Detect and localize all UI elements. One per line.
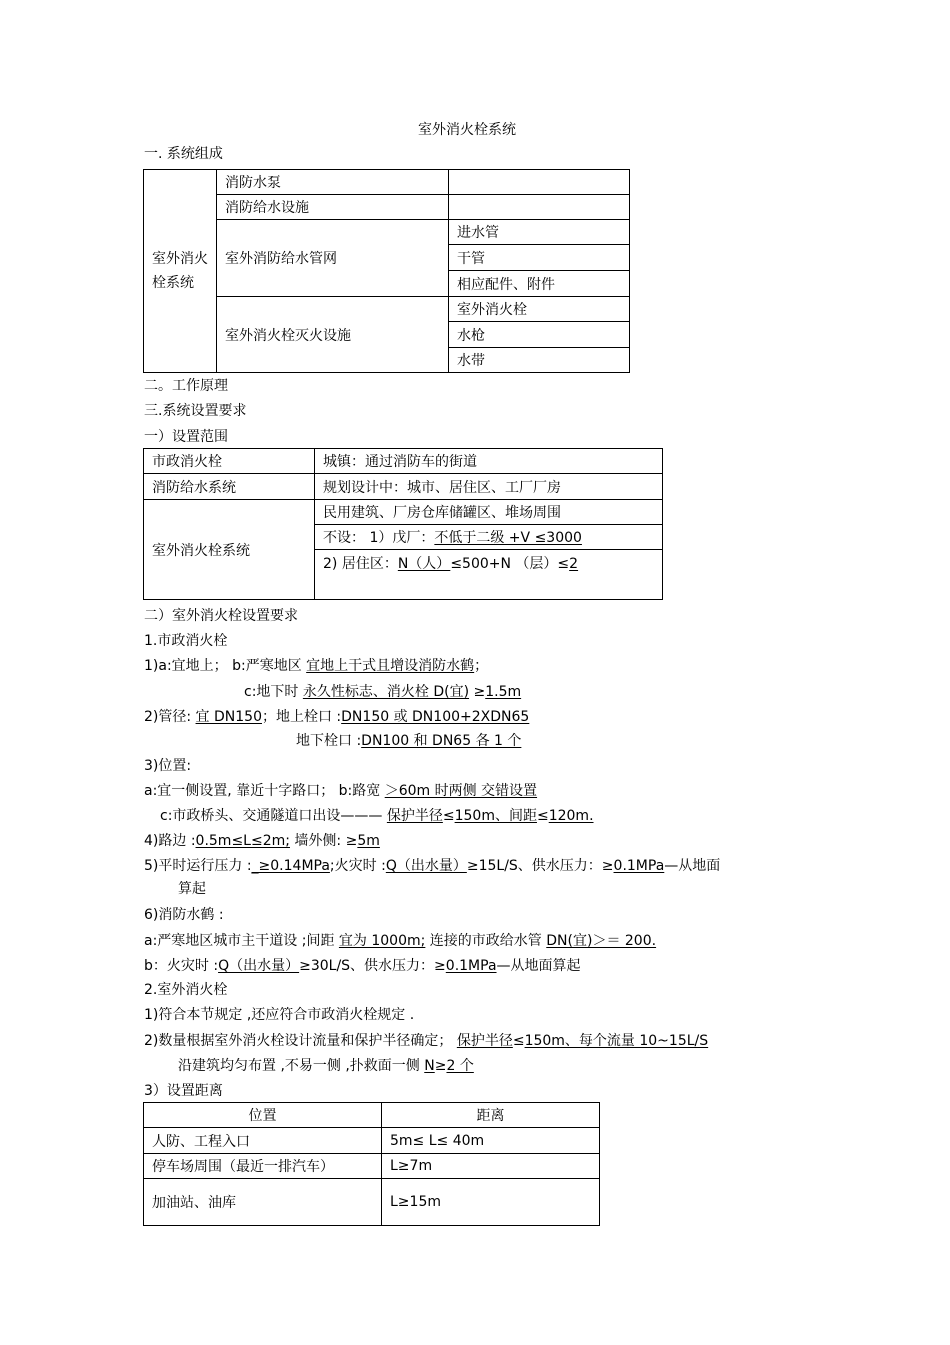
text-line (144, 657, 488, 675)
underlined-text: 0.5m≤L≤2m; (195, 833, 290, 849)
facility-item-cell: 水枪 (449, 322, 630, 348)
text: ≥15L/S、供水压力：≥ (466, 858, 614, 874)
text-line (144, 1032, 708, 1050)
header-cell: 距离 (382, 1103, 600, 1128)
scope-label-cell: 市政消火栓 (144, 449, 315, 474)
system-name-cell: 室外消火栓系统 (144, 170, 217, 373)
distance-cell: L≥15m (382, 1179, 600, 1226)
text: ≤500+N （层）≤ (450, 556, 570, 572)
text-line: 6)消防水鹤 : (144, 907, 224, 923)
text-line (296, 732, 521, 750)
page-title: 室外消火栓系统 (418, 122, 516, 138)
supply-cell: 消防给水设施 (217, 195, 449, 220)
underlined-text: 0.1MPa (613, 858, 665, 874)
scope-value-cell: 城镇：通过消防车的街道 (315, 449, 663, 474)
text: 2) 居住区： (323, 556, 398, 572)
network-item-cell: 干管 (449, 245, 630, 271)
underlined-text: DN(宜)＞＝ 200. (546, 933, 657, 949)
text: 2)管径: (144, 709, 196, 725)
underlined-text: 2 个 (446, 1058, 474, 1074)
text: —从地面 (664, 858, 721, 874)
text-line (178, 1057, 474, 1075)
text: ;火灾时 : (329, 858, 386, 874)
text: 连接的市政给水管 (425, 933, 547, 949)
underlined-text: N (424, 1058, 435, 1074)
text: ≤ (512, 1033, 525, 1049)
setting-scope-table (143, 448, 663, 600)
empty-cell (449, 195, 630, 220)
paragraph-heading: 3）设置距离 (144, 1083, 223, 1099)
underlined-text: 150m、间距 (454, 808, 537, 824)
underlined-text: ＞60m 时两侧 交错设置 (384, 783, 538, 799)
scope-label-cell: 室外消火栓系统 (144, 500, 315, 600)
scope-value-cell (315, 550, 663, 600)
text: 5)平时运行压力 : (144, 858, 252, 874)
network-item-cell: 相应配件、附件 (449, 271, 630, 297)
scope-value-cell: 民用建筑、厂房仓库储罐区、堆场周围 (315, 500, 663, 525)
underlined-text: Q（出水量） (385, 858, 467, 874)
header-cell: 位置 (144, 1103, 382, 1128)
underlined-text: 5m (357, 833, 380, 849)
text: 地下栓口 : (296, 733, 362, 749)
setting-distance-table (143, 1102, 600, 1226)
section-heading: 二。工作原理 (144, 378, 228, 394)
location-cell: 加油站、油库 (144, 1179, 382, 1226)
text-line (244, 683, 521, 701)
text: b：火灾时 : (144, 958, 219, 974)
text: 不设： 1）戊厂： (323, 530, 435, 546)
text: ≤ (536, 808, 549, 824)
distance-cell: 5m≤ L≤ 40m (382, 1128, 600, 1154)
text-line (144, 932, 656, 950)
text-line (160, 807, 594, 825)
underlined-text: DN100 和 DN65 各 1 个 (361, 733, 522, 749)
text: a:宜一侧设置, 靠近十字路口； b:路宽 (144, 783, 385, 799)
text-line: 3)位置: (144, 758, 192, 774)
paragraph-heading: 1.市政消火栓 (144, 633, 228, 649)
location-cell: 停车场周围（最近一排汽车） (144, 1154, 382, 1179)
scope-value-cell (315, 525, 663, 550)
text-line (144, 832, 380, 850)
scope-label-cell: 消防给水系统 (144, 474, 315, 500)
underlined-text: 不低于二级 +V ≤3000 (434, 530, 582, 546)
distance-cell: L≥7m (382, 1154, 600, 1179)
pump-cell: 消防水泵 (217, 170, 449, 195)
text: 2)数量根据室外消火栓设计流量和保护半径确定； (144, 1033, 457, 1049)
text: ≤ (442, 808, 455, 824)
facility-cell: 室外消火栓灭火设施 (217, 297, 449, 373)
text-line: 1)符合本节规定 ,还应符合市政消火栓规定 . (144, 1007, 415, 1023)
empty-cell (449, 170, 630, 195)
text-line (144, 957, 581, 975)
text: ； (474, 658, 489, 674)
underlined-text: 150m、每个流量 10~15L/S (524, 1033, 709, 1049)
underlined-text: DN150 或 DN100+2XDN65 (341, 709, 530, 725)
network-item-cell: 进水管 (449, 220, 630, 245)
text-line (144, 782, 537, 800)
scope-value-cell: 规划设计中：城市、居住区、工厂厂房 (315, 474, 663, 500)
text: —从地面算起 (496, 958, 581, 974)
text: c:市政桥头、交通隧道口出设——— (160, 808, 387, 824)
facility-item-cell: 水带 (449, 348, 630, 373)
location-cell: 人防、工程入口 (144, 1128, 382, 1154)
text-line (144, 708, 529, 726)
section-heading: 三.系统设置要求 (144, 403, 247, 419)
underlined-text: 永久性标志、消火栓 D(宜) (302, 684, 470, 700)
text: c:地下时 (244, 684, 303, 700)
network-cell: 室外消防给水管网 (217, 220, 449, 297)
text: ≥30L/S、供水压力：≥ (299, 958, 446, 974)
underlined-text: 保护半径 (386, 808, 443, 824)
text: ；地上栓口 : (261, 709, 342, 725)
underlined-text: _≥0.14MPa (251, 858, 330, 874)
underlined-text: 120m. (548, 808, 594, 824)
underlined-text: 宜地上干式且增设消防水鹤 (306, 658, 475, 674)
text: a:严寒地区城市主干道设 ;间距 (144, 933, 339, 949)
underlined-text: 2 (569, 556, 579, 572)
text: 4)路边 : (144, 833, 196, 849)
paragraph-heading: 2.室外消火栓 (144, 982, 228, 998)
text: 墙外侧: ≥ (289, 833, 358, 849)
underlined-text: Q（出水量） (218, 958, 300, 974)
text: 1)a:宜地上； b:严寒地区 (144, 658, 307, 674)
text-line (144, 857, 720, 875)
underlined-text: 0.1MPa (445, 958, 497, 974)
underlined-text: 宜 DN150 (195, 709, 262, 725)
subsection-heading: 一）设置范围 (144, 429, 228, 445)
section-heading: 一. 系统组成 (144, 146, 223, 162)
system-composition-table (143, 169, 630, 373)
underlined-text: 1.5m (485, 684, 522, 700)
text: ≥ (469, 684, 486, 700)
text: ≥ (434, 1058, 447, 1074)
text: 沿建筑均匀布置 ,不易一侧 ,扑救面一侧 (178, 1058, 425, 1074)
subsection-heading: 二）室外消火栓设置要求 (144, 608, 298, 624)
underlined-text: 宜为 1000m; (338, 933, 426, 949)
underlined-text: 保护半径 (456, 1033, 513, 1049)
text-line: 算起 (178, 881, 206, 897)
underlined-text: N（人） (397, 556, 451, 572)
facility-item-cell: 室外消火栓 (449, 297, 630, 322)
